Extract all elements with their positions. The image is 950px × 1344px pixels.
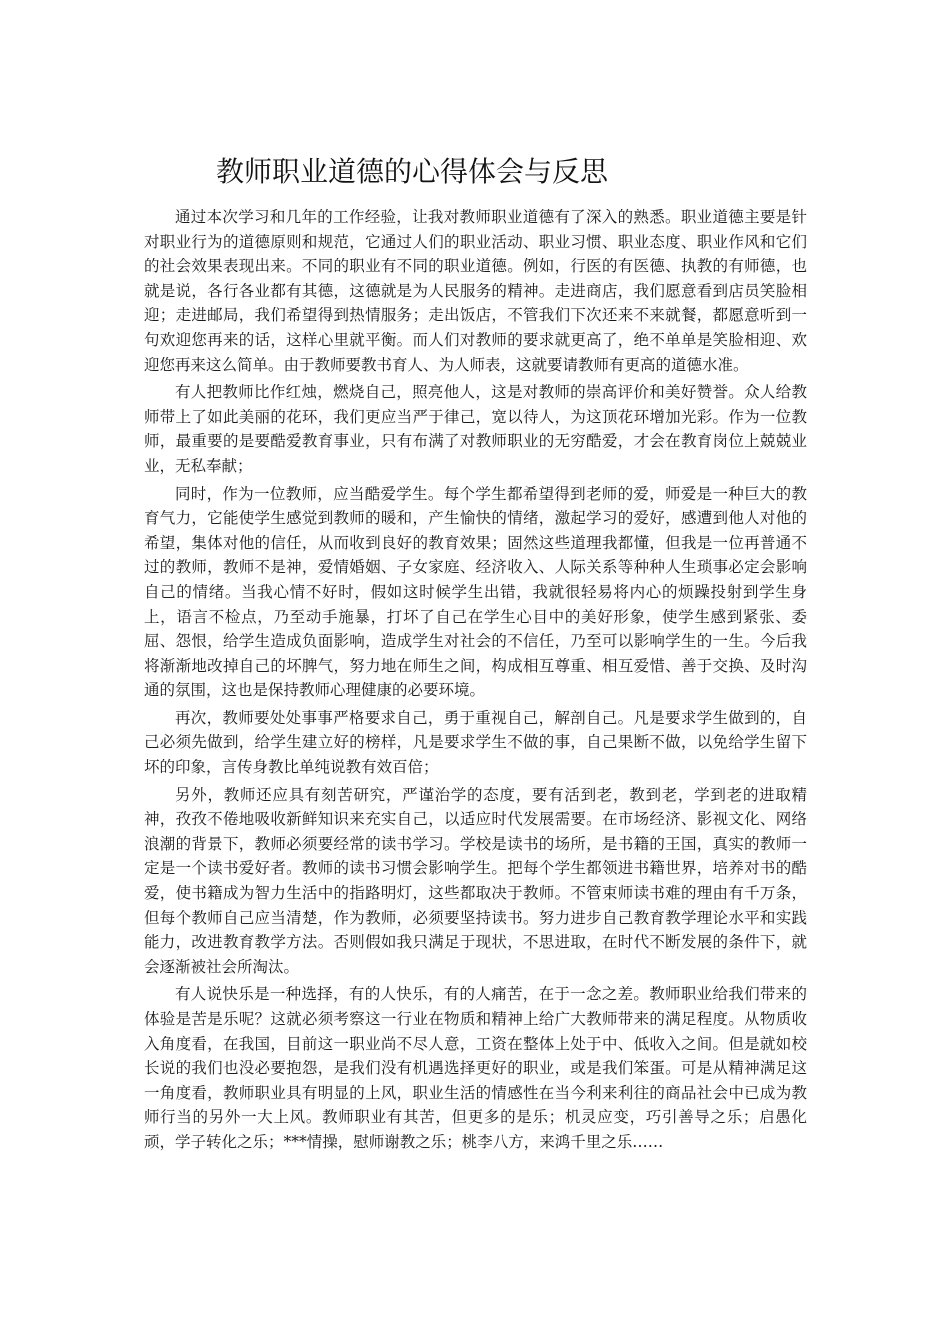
paragraph-1: 通过本次学习和几年的工作经验，让我对教师职业道德有了深入的熟悉。职业道德主要是针对职业行为的道德原则和规范，它通过人们的职业活动、职业习惯、职业态度、职业作风和它们的社会效果表现出来。不同的职业有不同的职业道德。例如，行医的有医德、执教的有师德，也就是说，各行各业都有其德，这德就是为人民服务的精神。走进商店，我们愿意看到店员笑脸相迎；走进邮局，我们希望得到热情服务；走出饭店，不管我们下次还来不来就餐，都愿意听到一句欢迎您再来的话，这样心里就平衡。而人们对教师的要求就更高了，绝不单单是笑脸相迎、欢迎您再来这么简单。由于教师要教书育人、为人师表，这就要请教师有更高的道德水准。 <box>144 208 807 374</box>
paragraph-5: 另外，教师还应具有刻苦研究，严谨治学的态度，要有活到老，教到老，学到老的进取精神，孜孜不倦地吸收新鲜知识来充实自己，以适应时代发展需要。在市场经济、影视文化、网络浪潮的背景下，教师必须要经常的读书学习。学校是读书的场所，是书籍的王国，真实的教师一定是一个读书爱好者。教师的读书习惯会影响学生。把每个学生都领进书籍世界，培养对书的酷爱，使书籍成为智力生活中的指路明灯，这些都取决于教师。不管束师读书难的理由有千万条，但每个教师自己应当清楚，作为教师，必须要坚持读书。努力进步自己教育教学理论水平和实践能力，改进教育教学方法。否则假如我只满足于现状，不思进取，在时代不断发展的条件下，就会逐渐被社会所淘汰。 <box>144 785 807 976</box>
paragraph-6: 有人说快乐是一种选择，有的人快乐，有的人痛苦，在于一念之差。教师职业给我们带来的体验是苦是乐呢？这就必须考察这一行业在物质和精神上给广大教师带来的满足程度。从物质收入角度看，在我国，目前这一职业尚不尽人意，工资在整体上处于中、低收入之间。但是就如校长说的我们也没必要抱怨，是我们没有机遇选择更好的职业，或是我们笨蛋。可是从精神满足这一角度看，教师职业具有明显的上风，职业生活的情感性在当今利来利往的商品社会中已成为教师行当的另外一大上风。教师职业有其苦，但更多的是乐；机灵应变，巧引善导之乐；启愚化顽，学子转化之乐；***情操，慰师谢教之乐；桃李八方，来鸿千里之乐…… <box>144 985 807 1151</box>
paragraph-2: 有人把教师比作红烛，燃烧自己，照亮他人，这是对教师的崇高评价和美好赞誉。众人给教师带上了如此美丽的花环，我们更应当严于律己，宽以待人，为这顶花环增加光彩。作为一位教师，最重要的是要酷爱教育事业，只有布满了对教师职业的无穷酷爱，才会在教育岗位上兢兢业业，无私奉献； <box>144 383 807 475</box>
paragraph-3: 同时，作为一位教师，应当酷爱学生。每个学生都希望得到老师的爱，师爱是一种巨大的教育气力，它能使学生感觉到教师的暖和，产生愉快的情绪，激起学习的爱好，感遭到他人对他的希望，集体对他的信任，从而收到良好的教育效果；固然这些道理我都懂，但我是一位再普通不过的教师，教师不是神，爱情婚姻、子女家庭、经济收入、人际关系等种种人生琐事必定会影响自己的情绪。当我心情不好时，假如这时候学生出错，我就很轻易将内心的烦躁投射到学生身上，语言不检点，乃至动手施暴，打坏了自己在学生心目中的美好形象，使学生感到紧张、委屈、怨恨，给学生造成负面影响，造成学生对社会的不信任，乃至可以影响学生的一生。今后我将渐渐地改掉自己的坏脾气，努力地在师生之间，构成相互尊重、相互爱惜、善于交换、及时沟通的氛围，这也是保持教师心理健康的必要环境。 <box>144 484 807 700</box>
paragraph-4: 再次，教师要处处事事严格要求自己，勇于重视自己，解剖自己。凡是要求学生做到的，自己必须先做到，给学生建立好的榜样，凡是要求学生不做的事，自己果断不做，以免给学生留下坏的印象，言传身教比单纯说教有效百倍； <box>144 708 807 777</box>
document-body <box>144 205 807 1158</box>
document-title: 教师职业道德的心得体会与反思 <box>216 155 609 188</box>
